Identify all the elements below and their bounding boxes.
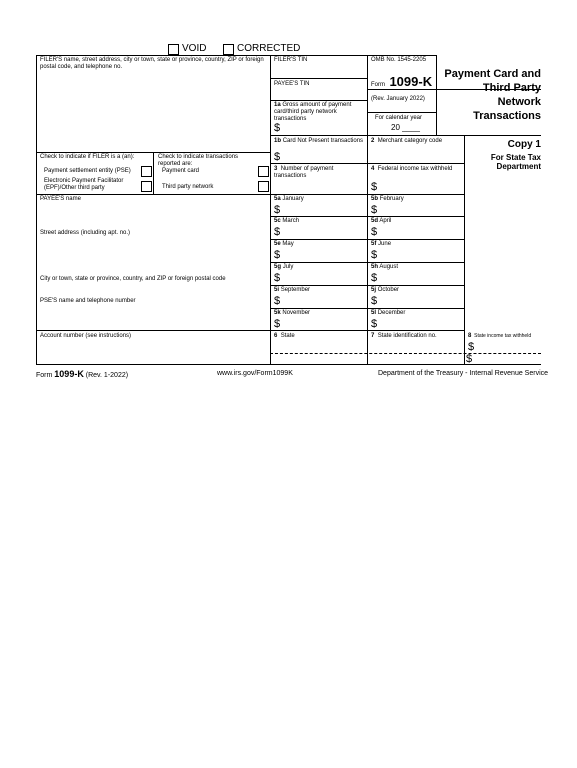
box-5k-label: 5k November <box>274 310 311 316</box>
box-4-dollar: $ <box>371 181 378 193</box>
corrected-checkbox[interactable] <box>223 44 234 55</box>
box-1b-dollar: $ <box>274 151 281 163</box>
rule-row-5a <box>270 194 464 195</box>
rule-omb-b <box>367 112 436 113</box>
filer-name-label: FILER'S name, street address, city or town, state or province, country, ZIP or foreign postal code, and telephone no. <box>40 57 264 70</box>
footer-url[interactable]: www.irs.gov/Form1099K <box>217 370 293 377</box>
title-line-3: Network <box>497 96 541 108</box>
payment-card-checkbox[interactable] <box>258 166 269 177</box>
box-5k-dollar: $ <box>274 318 281 330</box>
calendar-year-label: For calendar year <box>375 115 423 121</box>
box-3-label: 3 Number of payment transactions <box>274 166 334 179</box>
box-5d-dollar: $ <box>371 226 378 238</box>
divider-check-col <box>153 152 154 194</box>
omb-number: OMB No. 1545-2205 <box>371 57 427 63</box>
form-prefix: Form <box>371 82 385 88</box>
form-title <box>436 67 541 123</box>
footer-form-name: Form 1099-K (Rev. 1-2022) <box>36 369 129 379</box>
copy-for-line-2: Department <box>496 162 541 171</box>
rule-row-5k <box>270 308 464 309</box>
payee-tin-label: PAYEE'S TIN <box>274 81 310 87</box>
payment-card-label: Payment card <box>162 168 200 174</box>
box-5b-label: 5b February <box>371 196 404 202</box>
corrected-label: CORRECTED <box>237 43 301 54</box>
rule-row-5i <box>270 285 464 286</box>
rule-filer-bottom <box>36 152 270 153</box>
box-5h-dollar: $ <box>371 272 378 284</box>
box-8-label: 8 State income tax withheld <box>468 333 532 339</box>
divider-mid-col <box>367 55 368 364</box>
city-label: City or town, state or province, country, and ZIP or foreign postal code <box>40 276 226 282</box>
box-5b-dollar: $ <box>371 204 378 216</box>
box-2-label: 2 Merchant category code <box>371 138 443 144</box>
box-6-label: 6 State <box>274 333 295 339</box>
rule-row-5c <box>270 216 464 217</box>
box-5l-dollar: $ <box>371 318 378 330</box>
rule-row-1b <box>270 135 541 136</box>
box-4-label: 4 Federal income tax withheld <box>371 166 453 172</box>
box-5h-label: 5h August <box>371 264 399 270</box>
pse-name-label: PSE'S name and telephone number <box>40 298 136 304</box>
title-line-1: Payment Card and <box>444 68 541 80</box>
rule-tin-payee <box>270 100 367 101</box>
box-5g-label: 5g July <box>274 264 294 270</box>
calendar-year-blank: ____ <box>402 123 420 132</box>
third-party-network-label: Third party network <box>162 184 214 190</box>
box-5a-label: 5a January <box>274 196 304 202</box>
title-line-4: Transactions <box>473 110 541 122</box>
form-top-border <box>36 55 436 56</box>
form-name-block <box>371 73 432 91</box>
box-5f-dollar: $ <box>371 249 378 261</box>
box-1a-number: 1a <box>274 102 281 108</box>
check-txn-label: Check to indicate transactions reported are: <box>158 154 239 167</box>
title-line-2: Third Party <box>482 82 541 94</box>
form-revision: (Rev. January 2022) <box>371 96 425 102</box>
divider-right-col <box>464 135 465 364</box>
box-1a-dollar: $ <box>274 122 281 134</box>
box-8-dollar-1: $ <box>468 341 475 353</box>
filer-name-field[interactable] <box>37 75 269 151</box>
box-5f-label: 5f June <box>371 241 392 247</box>
box-5c-dollar: $ <box>274 226 281 238</box>
calendar-year[interactable] <box>391 123 420 132</box>
pse-label: Payment settlement entity (PSE) <box>44 168 131 174</box>
form-name: 1099-K <box>389 74 433 89</box>
box-5g-dollar: $ <box>274 272 281 284</box>
account-number-label: Account number (see instructions) <box>40 333 132 339</box>
filer-tin-label: FILER'S TIN <box>274 57 308 63</box>
calendar-year-prefix: 20 <box>391 123 400 132</box>
void-label: VOID <box>182 43 207 54</box>
box-1a-text: Gross amount of payment card/third party network transactions <box>274 102 352 122</box>
box-5i-dollar: $ <box>274 295 281 307</box>
rule-row-6 <box>270 330 464 331</box>
rule-check-bottom <box>36 194 270 195</box>
box-5j-dollar: $ <box>371 295 378 307</box>
box-5e-dollar: $ <box>274 249 281 261</box>
box-7-label: 7 State identification no. <box>371 333 437 339</box>
third-party-network-checkbox[interactable] <box>258 181 269 192</box>
box-1b-label: 1b Card Not Present transactions <box>274 138 364 144</box>
rule-state-dashed <box>270 353 541 354</box>
box-5c-label: 5c March <box>274 218 300 224</box>
epf-checkbox[interactable] <box>141 181 152 192</box>
payee-name-label: PAYEE'S name <box>40 196 81 202</box>
rule-row-5e <box>270 239 464 240</box>
box-5e-label: 5e May <box>274 241 294 247</box>
divider-filer-col <box>270 55 271 364</box>
box-5a-dollar: $ <box>274 204 281 216</box>
box-5d-label: 5d April <box>371 218 392 224</box>
pse-checkbox[interactable] <box>141 166 152 177</box>
street-address-label: Street address (including apt. no.) <box>40 230 131 236</box>
rule-tin-filer <box>270 78 367 79</box>
footer-department: Department of the Treasury - Internal Revenue Service <box>378 370 549 377</box>
epf-label: Electronic Payment Facilitator (EPF)/Other third party <box>44 178 124 191</box>
copy-label: Copy 1 <box>507 139 541 150</box>
box-5i-label: 5i September <box>274 287 311 293</box>
void-checkbox[interactable] <box>168 44 179 55</box>
box-1a-label <box>274 102 366 123</box>
rule-row-3 <box>270 163 464 164</box>
copy-for-line-1: For State Tax <box>490 153 541 162</box>
check-filer-label: Check to indicate if FILER is a (an): <box>40 154 135 160</box>
box-8-dollar-2: $ <box>466 353 473 365</box>
rule-row-5g <box>270 262 464 263</box>
box-5l-label: 5l December <box>371 310 406 316</box>
box-5j-label: 5j October <box>371 287 400 293</box>
